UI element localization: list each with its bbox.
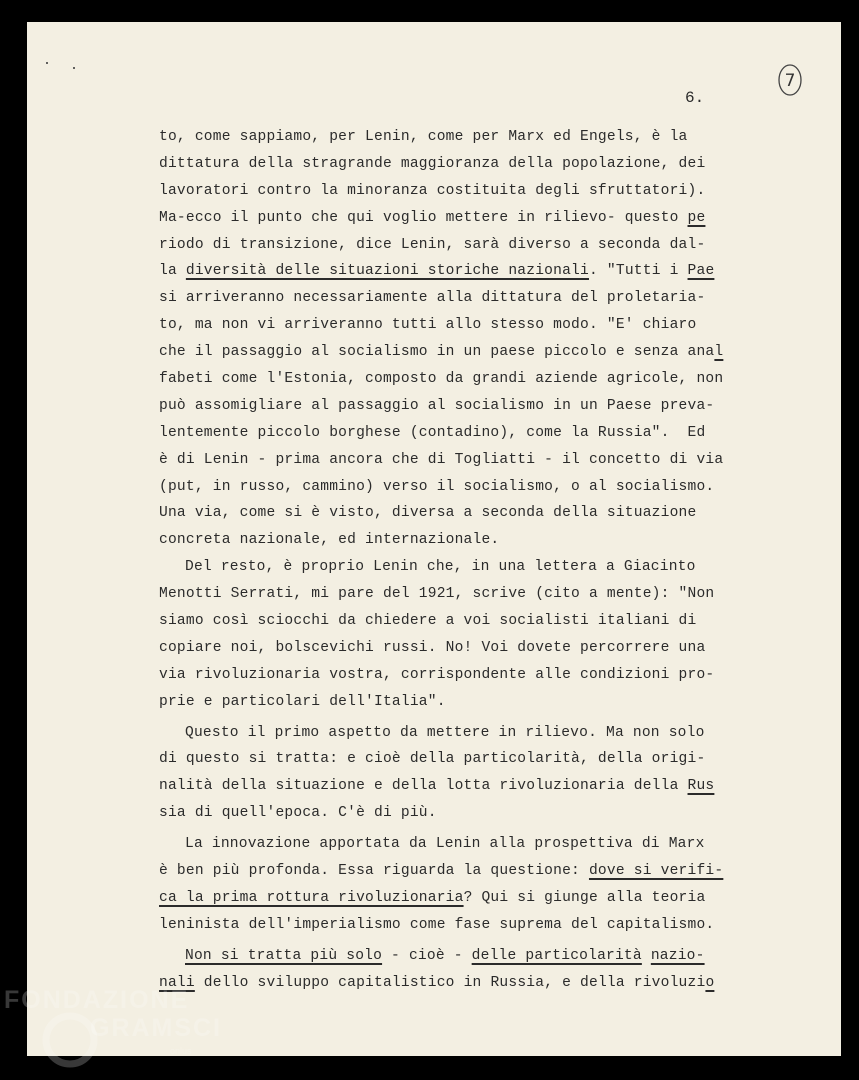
svg-text:7: 7 bbox=[784, 71, 796, 91]
text-line: si arriveranno necessariamente alla dittatura del proletaria- bbox=[159, 290, 706, 307]
text-line: che il passaggio al socialismo in un paese piccolo e senza anal bbox=[159, 344, 724, 361]
text-line: la diversità delle situazioni storiche nazionali. "Tutti i Pae bbox=[159, 263, 715, 280]
underlined-phrase: ca la prima rottura rivoluzionaria bbox=[159, 889, 464, 906]
text-line: Del resto, è proprio Lenin che, in una lettera a Giacinto bbox=[185, 559, 696, 576]
text-line: di questo si tratta: e cioè della particolarità, della origi- bbox=[159, 751, 706, 768]
watermark-line-2: GRAMSCI bbox=[90, 1014, 223, 1042]
text-line: ca la prima rottura rivoluzionaria? Qui si giunge alla teoria bbox=[159, 889, 706, 906]
text-line: to, come sappiamo, per Lenin, come per Marx ed Engels, è la bbox=[159, 129, 688, 145]
underlined-phrase: Non si tratta più solo bbox=[185, 947, 383, 964]
text-line: Una via, come si è visto, diversa a seconda della situazione bbox=[159, 505, 697, 522]
text-line: dittatura della stragrande maggioranza della popolazione, dei bbox=[159, 155, 706, 172]
text-line: Ma-ecco il punto che qui voglio mettere in rilievo- questo pe bbox=[159, 209, 706, 226]
text-line: nali dello sviluppo capitalistico in Russia, e della rivoluzio bbox=[159, 974, 715, 991]
typed-text-body bbox=[159, 124, 759, 997]
underlined-phrase: nali bbox=[159, 974, 195, 991]
text-line: siamo così sciocchi da chiedere a voi socialisti italiani di bbox=[159, 613, 697, 630]
text-line: fabeti come l'Estonia, composto da grandi aziende agricole, non bbox=[159, 371, 724, 388]
text-line: leninista dell'imperialismo come fase suprema del capitalismo. bbox=[159, 916, 715, 933]
text-line: lavoratori contro la minoranza costituita degli sfruttatori). bbox=[159, 182, 706, 199]
text-line: nalità della situazione e della lotta rivoluzionaria della Rus bbox=[159, 778, 715, 795]
text-line: (put, in russo, cammino) verso il socialismo, o al socialismo. bbox=[159, 478, 715, 495]
text-line: via rivoluzionaria vostra, corrispondente alle condizioni pro- bbox=[159, 666, 715, 683]
handwritten-circled-number-icon bbox=[776, 62, 806, 98]
text-line: lentemente piccolo borghese (contadino), come la Russia". Ed bbox=[159, 424, 706, 441]
underlined-phrase: delle particolarità bbox=[471, 947, 642, 964]
text-line: concreta nazionale, ed internazionale. bbox=[159, 532, 500, 549]
underlined-phrase: nazio- bbox=[650, 947, 705, 964]
text-line: Menotti Serrati, mi pare del 1921, scrive (cito a mente): "Non bbox=[159, 586, 715, 603]
text-line: può assomigliare al passaggio al socialismo in un Paese preva- bbox=[159, 397, 715, 414]
text-line: riodo di transizione, dice Lenin, sarà diverso a seconda dal- bbox=[159, 236, 706, 253]
underlined-phrase: diversità delle situazioni storiche nazionali bbox=[185, 263, 589, 280]
watermark-line-3: onlus bbox=[170, 1046, 192, 1056]
page-number: 6. bbox=[685, 89, 705, 107]
archive-page-stamp bbox=[776, 62, 806, 98]
text-line: to, ma non vi arriveranno tutti allo stesso modo. "E' chiaro bbox=[159, 317, 697, 334]
text-line: copiare noi, bolscevichi russi. No! Voi dovete percorrere una bbox=[159, 639, 706, 656]
text-line: Questo il primo aspetto da mettere in rilievo. Ma non solo bbox=[185, 724, 705, 741]
watermark-line-1: FONDAZIONE bbox=[4, 986, 190, 1014]
underlined-phrase: dove si verifi- bbox=[588, 863, 724, 880]
text-line: è di Lenin - prima ancora che di Togliatti - il concetto di via bbox=[159, 451, 724, 468]
text-line: La innovazione apportata da Lenin alla prospettiva di Marx bbox=[185, 836, 705, 853]
text-line: Non si tratta più solo - cioè - delle particolarità nazio- bbox=[185, 947, 705, 964]
text-line: sia di quell'epoca. C'è di più. bbox=[159, 805, 437, 822]
text-line: prie e particolari dell'Italia". bbox=[159, 693, 446, 710]
text-line: è ben più profonda. Essa riguarda la questione: dove si verifi- bbox=[159, 863, 724, 880]
